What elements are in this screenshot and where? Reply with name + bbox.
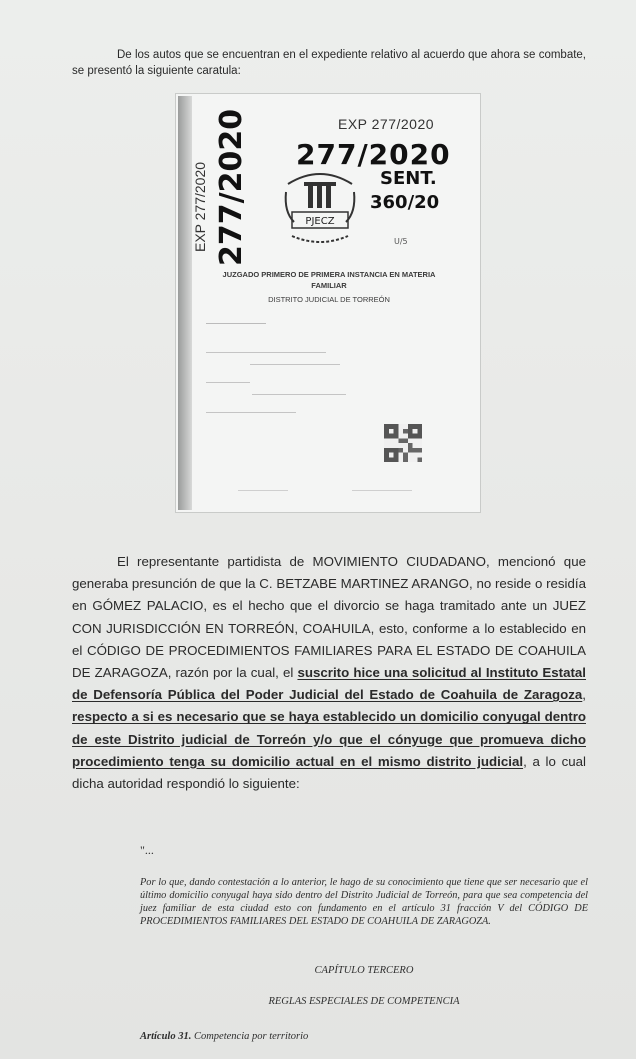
main-text-comma: ,: [582, 687, 586, 703]
sentence-number: 360/20: [370, 192, 440, 213]
vertical-exp-handwritten: 277/2020: [214, 108, 249, 266]
chapter-heading: CAPÍTULO TERCERO: [314, 965, 414, 976]
rules-heading: REGLAS ESPECIALES DE COMPETENCIA: [268, 996, 460, 1007]
underlined-question-text: respecto a si es necesario que se haya establecido un domicilio conyugal dentro de este Distrito judicial de Torreón y/o que el cónyuge que promueva dicho procedimiento tenga su domicilio actual en el mismo distrito judicial: [72, 709, 586, 769]
article-label: Artículo 31.: [140, 1031, 192, 1042]
court-name-line1: JUZGADO PRIMERO DE PRIMERA INSTANCIA EN MATERIA: [222, 270, 436, 279]
vertical-exp-print: EXP 277/2020: [192, 161, 208, 252]
form-line: [206, 323, 266, 324]
intro-text: De los autos que se encuentran en el expediente relativo al acuerdo que ahora se combate, se presentó la siguiente caratula:: [72, 49, 586, 77]
handwritten-initials: U/5: [394, 237, 408, 246]
form-line: [206, 352, 326, 353]
main-text-part3: , a lo cual dicha autoridad respondió lo siguiente:: [72, 753, 587, 792]
court-seal-logo: [282, 168, 358, 248]
qr-code: [384, 424, 422, 462]
form-line: [352, 490, 412, 491]
form-line: [206, 382, 250, 383]
form-line: [250, 364, 340, 365]
quoted-response: Por lo que, dando contestación a lo anterior, le hago de su conocimiento que tiene que ser necesario que el último domicilio conyugal haya sido dentro del Distrito Judicial de Torreón, para que sea competencia del juez familiar de esta ciudad esto con fundamento en el artículo 31 fracción V del CÓDIGO DE PROCEDIMIENTOS FAMILIARES DEL ESTADO DE COAHUILA DE ZARAGOZA.: [140, 877, 588, 927]
quote-open-mark: "...: [140, 843, 154, 857]
court-district: DISTRITO JUDICIAL DE TORREÓN: [268, 295, 390, 304]
article-heading: [140, 1030, 588, 1043]
scan-shadow-edge: [178, 96, 192, 510]
main-paragraph: [72, 551, 586, 795]
form-line: [238, 490, 288, 491]
exp-handwritten-number: 277/2020: [296, 138, 451, 171]
intro-paragraph: [72, 47, 586, 79]
underlined-request-text: suscrito hice una solicitud al Instituto Estatal de Defensoría Pública del Poder Judicial del Estado de Coahuila de Zaragoza: [72, 665, 587, 703]
form-line: [206, 412, 296, 413]
form-line: [252, 394, 346, 395]
main-text-part1: El representante partidista de MOVIMIENTO CIUDADANO, mencionó que generaba presunción de que la C. BETZABE MARTINEZ ARANGO, no reside o residía en GÓMEZ PALACIO, es el hecho que el divorcio se haga tramitado ante un JUEZ CON JURISDICCIÓN EN TORREÓN, COAHUILA, esto, conforme a lo establecido en el CÓDIGO DE PROCEDIMIENTOS FAMILIARES PARA EL ESTADO DE COAHUILA DE ZARAGOZA, razón por la cual, el: [72, 554, 586, 681]
court-name-line2: FAMILIAR: [311, 281, 347, 290]
exp-printed-label: EXP 277/2020: [338, 116, 435, 132]
sentence-label: SENT.: [380, 168, 437, 189]
article-title: Competencia por territorio: [191, 1031, 309, 1042]
seal-text: PJECZ: [305, 216, 335, 227]
